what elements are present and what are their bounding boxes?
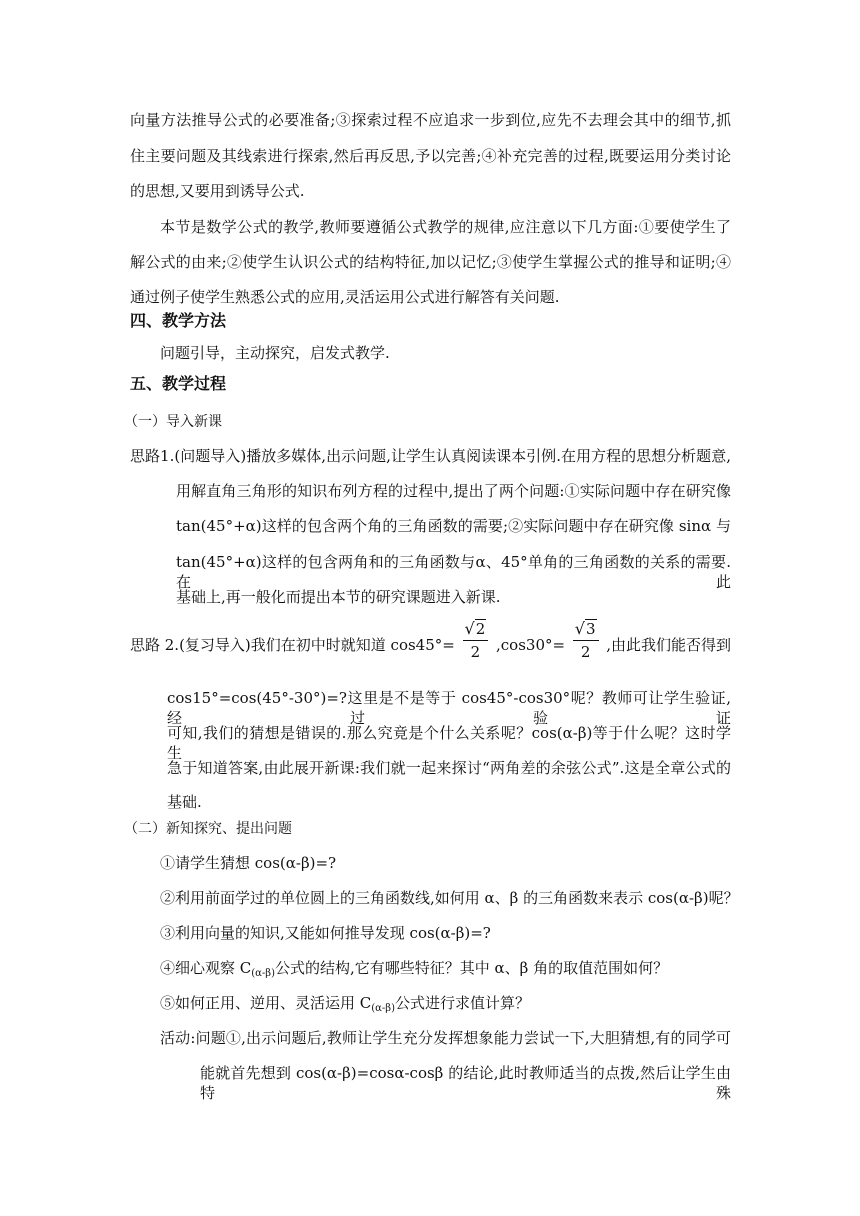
- idea1-line-5: 基础上,再一般化而提出本节的研究课题进入新课.: [176, 588, 501, 606]
- idea2-line-4: 急于知道答案,由此展开新课:我们就一起来探讨“两角差的余弦公式”.这是全章公式的: [167, 759, 731, 777]
- idea2-prefix: 思路 2.(复习导入)我们在初中时就知道 cos45°=: [130, 635, 455, 654]
- subscript-alpha-minus-beta: (α-β): [251, 968, 275, 979]
- activity-line-1: 活动:问题①,出示问题后,教师让学生充分发挥想象能力尝试一下,大胆猜想,有的同学可: [160, 1029, 731, 1047]
- idea1-line-2: 用解直角三角形的知识布列方程的过程中,提出了两个问题:①实际问题中存在研究像: [176, 482, 731, 500]
- idea2-line-1: [130, 619, 731, 667]
- section4-body: 问题引导，主动探究，启发式教学.: [160, 344, 390, 362]
- para2-line-1: 本节是数学公式的教学,教师要遵循公式教学的规律,应注意以下几方面:①要使学生了: [160, 218, 731, 236]
- idea2-line-5: 基础.: [167, 793, 202, 811]
- subscript-alpha-minus-beta: (α-β): [371, 1003, 395, 1014]
- question-1: ①请学生猜想 cos(α-β)=?: [160, 854, 337, 872]
- fraction-sqrt3-over-2: $\frac{√3}{2}$: [573, 618, 599, 663]
- para2-line-3: 通过例子使学生熟悉公式的应用,灵活运用公式进行解答有关问题.: [130, 288, 560, 306]
- part2-heading: （二）新知探究、提出问题: [124, 821, 292, 837]
- para2-line-2: 解公式的由来;②使学生认识公式的结构特征,加以记忆;③使学生掌握公式的推导和证明;④: [130, 253, 731, 271]
- question-5: ⑤如何正用、逆用、灵活运用 $C_{(\alpha-\beta)}$公式进行求值计算？: [160, 994, 530, 1014]
- sqrt-symbol: √2: [464, 619, 486, 638]
- idea2-suffix: ,由此我们能否得到: [606, 635, 731, 654]
- question-3: ③利用向量的知识,又能如何推导发现 cos(α-β)=?: [160, 924, 491, 942]
- idea1-line-4: tan(45°+α)这样的包含两角和的三角函数与α、45°单角的三角函数的关系的需要.在此: [176, 553, 731, 591]
- intro-line-3: 的思想,又要用到诱导公式.: [130, 182, 305, 200]
- part1-heading: （一）导入新课: [124, 414, 222, 430]
- idea2-line-2: cos15°=cos(45°-30°)=?这里是不是等于 cos45°-cos30°呢？教师可让学生验证,经过验证: [167, 689, 731, 727]
- idea2-line-3: 可知,我们的猜想是错误的.那么究竟是个什么关系呢？cos(α-β)等于什么呢？这时学生: [167, 724, 731, 762]
- question-4: ④细心观察 $C_{(\alpha-\beta)}$公式的结构,它有哪些特征？其中 α、β 角的取值范围如何？: [160, 959, 669, 979]
- sqrt-symbol: √3: [574, 619, 596, 638]
- intro-line-1: 向量方法推导公式的必要准备;③探索过程不应追求一步到位,应先不去理会其中的细节,抓: [130, 111, 731, 129]
- activity-line-2: 能就首先想到 cos(α-β)=cosα-cosβ 的结论,此时教师适当的点拨,然后让学生由特殊: [200, 1064, 731, 1102]
- idea1-line-1: 思路1.(问题导入)播放多媒体,出示问题,让学生认真阅读课本引例.在用方程的思想分析题意,: [130, 447, 731, 465]
- section5-heading: 五、教学过程: [130, 374, 227, 393]
- question-2: ②利用前面学过的单位圆上的三角函数线,如何用 α、β 的三角函数来表示 cos(α-β)呢？: [160, 889, 739, 907]
- intro-line-2: 住主要问题及其线索进行探索,然后再反思,予以完善;④补充完善的过程,既要运用分类讨论: [130, 147, 731, 165]
- section4-heading: 四、教学方法: [130, 311, 227, 330]
- fraction-sqrt2-over-2: $\frac{√2}{2}$: [463, 618, 489, 663]
- idea2-mid: ,cos30°=: [496, 635, 566, 654]
- idea1-line-3: tan(45°+α)这样的包含两个角的三角函数的需要;②实际问题中存在研究像 sinα 与: [176, 517, 731, 535]
